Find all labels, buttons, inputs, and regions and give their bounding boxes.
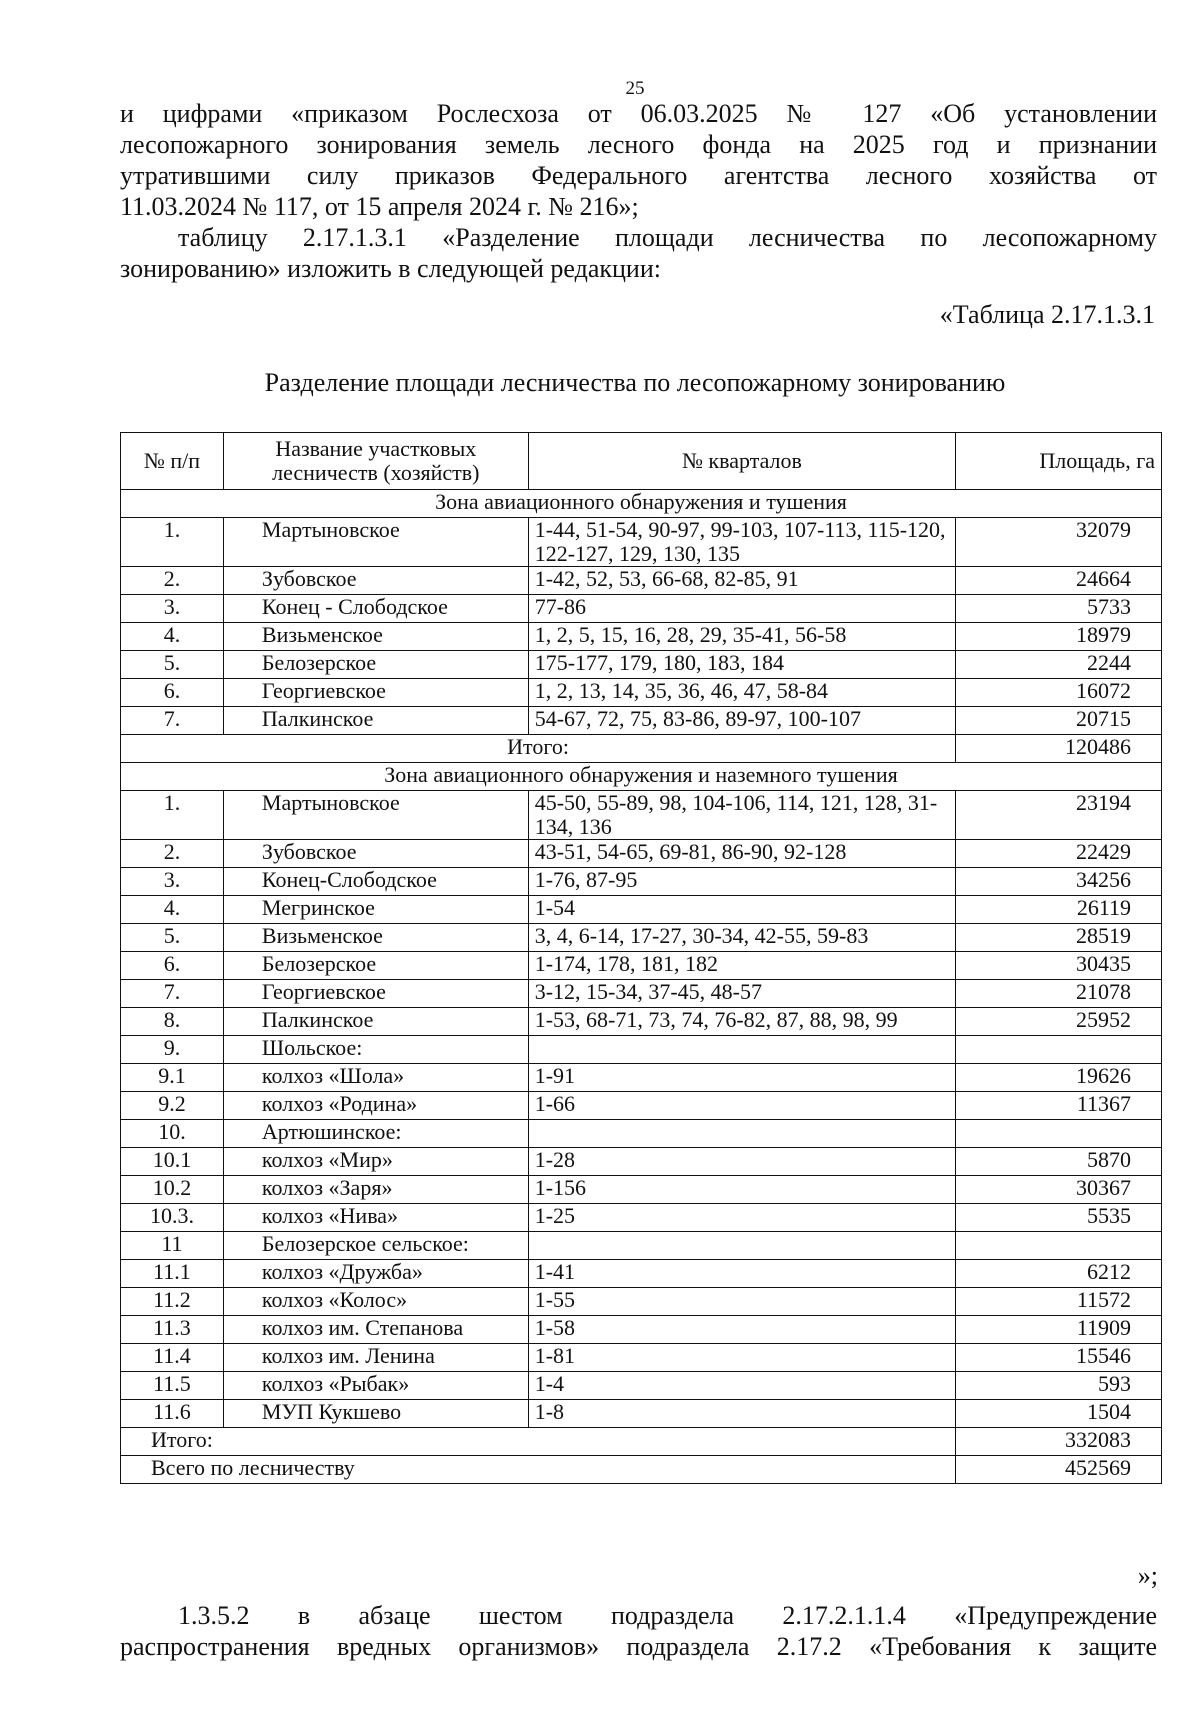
table-row: [121, 1204, 1162, 1232]
row-name: МУП Кукшево: [223, 1400, 528, 1428]
row-quarters: 175-177, 179, 180, 183, 184: [528, 651, 955, 679]
bottom-line: 1.3.5.2 в абзаце шестом подраздела 2.17.2.1.1.4 «Предупреждение: [178, 1601, 1157, 1630]
row-number: 9.1: [121, 1064, 224, 1092]
row-area: 30367: [956, 1176, 1162, 1204]
zone-title-row: [121, 763, 1162, 791]
table-row: [121, 1288, 1162, 1316]
row-quarters: 43-51, 54-65, 69-81, 86-90, 92-128: [528, 840, 955, 868]
row-area: [956, 1232, 1162, 1260]
row-quarters: 1-28: [528, 1148, 955, 1176]
table-row: [121, 1316, 1162, 1344]
row-area: 15546: [956, 1344, 1162, 1372]
table-row: [121, 924, 1162, 952]
row-name: Георгиевское: [223, 679, 528, 707]
row-name: Конец - Слободское: [223, 595, 528, 623]
row-name: Шольское:: [223, 1036, 528, 1064]
table-row: [121, 595, 1162, 623]
row-quarters: 3-12, 15-34, 37-45, 48-57: [528, 980, 955, 1008]
bottom-paragraph: [120, 1600, 1157, 1662]
table-row: [121, 679, 1162, 707]
row-area: 21078: [956, 980, 1162, 1008]
row-area: 2244: [956, 651, 1162, 679]
row-quarters: 1-156: [528, 1176, 955, 1204]
grand-total-row: [121, 1456, 1162, 1484]
amendment-line: таблицу 2.17.1.3.1 «Разделение площади лесничества по лесопожарному: [178, 223, 1157, 252]
zone-total-value: 332083: [956, 1428, 1162, 1456]
row-number: 8.: [121, 1008, 224, 1036]
row-number: 11.2: [121, 1288, 224, 1316]
table-row: [121, 707, 1162, 735]
row-quarters: 1-8: [528, 1400, 955, 1428]
table-row: [121, 1036, 1162, 1064]
row-area: 30435: [956, 952, 1162, 980]
row-area: 25952: [956, 1008, 1162, 1036]
row-number: 6.: [121, 679, 224, 707]
table-row: [121, 1176, 1162, 1204]
table-row: [121, 623, 1162, 651]
table-row: [121, 1092, 1162, 1120]
row-quarters: 3, 4, 6-14, 17-27, 30-34, 42-55, 59-83: [528, 924, 955, 952]
row-number: 2.: [121, 567, 224, 595]
row-name: Мартыновское: [223, 791, 528, 840]
row-number: 7.: [121, 707, 224, 735]
row-quarters: 1-53, 68-71, 73, 74, 76-82, 87, 88, 98, 99: [528, 1008, 955, 1036]
row-number: 5.: [121, 924, 224, 952]
header-name: Название участковых лесничеств (хозяйств): [223, 433, 528, 490]
row-number: 1.: [121, 518, 224, 567]
row-number: 11.5: [121, 1372, 224, 1400]
table-row: [121, 567, 1162, 595]
row-area: 18979: [956, 623, 1162, 651]
table-row: [121, 791, 1162, 840]
row-name: Палкинское: [223, 1008, 528, 1036]
table-row: [121, 980, 1162, 1008]
zone-total-label: Итого:: [121, 1428, 956, 1456]
row-number: 6.: [121, 952, 224, 980]
table-row: [121, 1400, 1162, 1428]
zone-total-row: [121, 735, 1162, 763]
row-area: 6212: [956, 1260, 1162, 1288]
row-quarters: 1, 2, 13, 14, 35, 36, 46, 47, 58-84: [528, 679, 955, 707]
row-number: 3.: [121, 868, 224, 896]
row-area: 23194: [956, 791, 1162, 840]
row-number: 10.3.: [121, 1204, 224, 1232]
row-number: 7.: [121, 980, 224, 1008]
row-quarters: 1-25: [528, 1204, 955, 1232]
row-name: колхоз «Дружба»: [223, 1260, 528, 1288]
intro-line: 11.03.2024 № 117, от 15 апреля 2024 г. № 216»;: [120, 192, 639, 221]
row-quarters: 1-44, 51-54, 90-97, 99-103, 107-113, 115-120, 122-127, 129, 130, 135: [528, 518, 955, 567]
header-number: № п/п: [121, 433, 224, 490]
row-area: 11909: [956, 1316, 1162, 1344]
row-quarters: 1-76, 87-95: [528, 868, 955, 896]
row-name: колхоз «Мир»: [223, 1148, 528, 1176]
row-name: Визьменское: [223, 924, 528, 952]
row-number: 10.1: [121, 1148, 224, 1176]
row-name: Мегринское: [223, 896, 528, 924]
amendment-line: зонированию» изложить в следующей редакции:: [120, 254, 661, 283]
table-row: [121, 651, 1162, 679]
table-row: [121, 1232, 1162, 1260]
row-area: 5733: [956, 595, 1162, 623]
row-number: 1.: [121, 791, 224, 840]
row-name: колхоз «Нива»: [223, 1204, 528, 1232]
row-name: колхоз «Шола»: [223, 1064, 528, 1092]
row-number: 9.: [121, 1036, 224, 1064]
row-name: Белозерское: [223, 952, 528, 980]
row-area: 19626: [956, 1064, 1162, 1092]
row-quarters: 1-54: [528, 896, 955, 924]
row-name: колхоз «Колос»: [223, 1288, 528, 1316]
row-number: 5.: [121, 651, 224, 679]
row-number: 11.3: [121, 1316, 224, 1344]
row-quarters: [528, 1120, 955, 1148]
row-area: 593: [956, 1372, 1162, 1400]
zone-total-row: [121, 1428, 1162, 1456]
header-area: Площадь, га: [956, 433, 1162, 490]
row-quarters: [528, 1036, 955, 1064]
intro-line: и цифрами «приказом Рослесхоза от 06.03.2025 № 127 «Об установлении: [120, 99, 1157, 128]
row-name: колхоз им. Степанова: [223, 1316, 528, 1344]
row-area: 26119: [956, 896, 1162, 924]
row-name: колхоз «Родина»: [223, 1092, 528, 1120]
row-area: 34256: [956, 868, 1162, 896]
table-row: [121, 1260, 1162, 1288]
row-quarters: 45-50, 55-89, 98, 104-106, 114, 121, 128, 31-134, 136: [528, 791, 955, 840]
grand-total-value: 452569: [956, 1456, 1162, 1484]
row-quarters: 54-67, 72, 75, 83-86, 89-97, 100-107: [528, 707, 955, 735]
table-caption: «Таблица 2.17.1.3.1: [939, 300, 1155, 329]
row-name: колхоз им. Ленина: [223, 1344, 528, 1372]
row-name: Белозерское сельское:: [223, 1232, 528, 1260]
page-number: 25: [625, 78, 645, 99]
row-name: колхоз «Заря»: [223, 1176, 528, 1204]
row-number: 11.4: [121, 1344, 224, 1372]
zone-total-label: Итого:: [121, 735, 956, 763]
table-row: [121, 868, 1162, 896]
row-number: 2.: [121, 840, 224, 868]
row-name: Георгиевское: [223, 980, 528, 1008]
row-name: Зубовское: [223, 567, 528, 595]
row-quarters: 1-41: [528, 1260, 955, 1288]
row-quarters: 1-91: [528, 1064, 955, 1092]
row-number: 9.2: [121, 1092, 224, 1120]
row-area: 28519: [956, 924, 1162, 952]
row-area: 22429: [956, 840, 1162, 868]
table-row: [121, 1008, 1162, 1036]
intro-line: утратившими силу приказов Федерального агентства лесного хозяйства от: [120, 161, 1157, 190]
row-number: 11.6: [121, 1400, 224, 1428]
row-name: Палкинское: [223, 707, 528, 735]
row-name: колхоз «Рыбак»: [223, 1372, 528, 1400]
row-quarters: 1-66: [528, 1092, 955, 1120]
row-name: Зубовское: [223, 840, 528, 868]
row-area: 20715: [956, 707, 1162, 735]
row-name: Артюшинское:: [223, 1120, 528, 1148]
zone-title-row: [121, 490, 1162, 518]
table-row: [121, 518, 1162, 567]
closing-mark: »;: [1137, 1561, 1158, 1590]
intro-paragraph: [120, 98, 1157, 222]
table-row: [121, 896, 1162, 924]
row-number: 11.1: [121, 1260, 224, 1288]
row-quarters: 1-4: [528, 1372, 955, 1400]
row-area: [956, 1036, 1162, 1064]
table-row: [121, 1120, 1162, 1148]
row-area: 32079: [956, 518, 1162, 567]
row-area: 11572: [956, 1288, 1162, 1316]
row-quarters: 77-86: [528, 595, 955, 623]
row-area: 16072: [956, 679, 1162, 707]
zone-title: Зона авиационного обнаружения и тушения: [121, 490, 1162, 518]
row-number: 4.: [121, 896, 224, 924]
row-number: 11: [121, 1232, 224, 1260]
header-quarters: № кварталов: [528, 433, 955, 490]
table-amendment-paragraph: [120, 222, 1157, 284]
table-row: [121, 1372, 1162, 1400]
row-name: Конец-Слободское: [223, 868, 528, 896]
row-number: 3.: [121, 595, 224, 623]
bottom-line: распространения вредных организмов» подраздела 2.17.2 «Требования к защите: [120, 1632, 1157, 1661]
row-quarters: [528, 1232, 955, 1260]
intro-line: лесопожарного зонирования земель лесного фонда на 2025 год и признании: [120, 130, 1157, 159]
row-area: [956, 1120, 1162, 1148]
table-row: [121, 952, 1162, 980]
table-row: [121, 1148, 1162, 1176]
table-row: [121, 1064, 1162, 1092]
grand-total-label: Всего по лесничеству: [121, 1456, 956, 1484]
row-area: 5535: [956, 1204, 1162, 1232]
row-number: 10.: [121, 1120, 224, 1148]
row-quarters: 1-42, 52, 53, 66-68, 82-85, 91: [528, 567, 955, 595]
row-name: Белозерское: [223, 651, 528, 679]
zone-total-value: 120486: [956, 735, 1162, 763]
row-number: 10.2: [121, 1176, 224, 1204]
row-quarters: 1-55: [528, 1288, 955, 1316]
row-quarters: 1, 2, 5, 15, 16, 28, 29, 35-41, 56-58: [528, 623, 955, 651]
zoning-table: [120, 432, 1162, 1484]
row-quarters: 1-174, 178, 181, 182: [528, 952, 955, 980]
row-area: 1504: [956, 1400, 1162, 1428]
row-area: 24664: [956, 567, 1162, 595]
row-name: Мартыновское: [223, 518, 528, 567]
row-number: 4.: [121, 623, 224, 651]
row-quarters: 1-58: [528, 1316, 955, 1344]
table-row: [121, 840, 1162, 868]
row-name: Визьменское: [223, 623, 528, 651]
row-area: 11367: [956, 1092, 1162, 1120]
table-title: Разделение площади лесничества по лесопожарному зонированию: [264, 368, 1006, 397]
table-row: [121, 1344, 1162, 1372]
row-quarters: 1-81: [528, 1344, 955, 1372]
zone-title: Зона авиационного обнаружения и наземного тушения: [121, 763, 1162, 791]
table-header-row: [121, 433, 1162, 490]
row-area: 5870: [956, 1148, 1162, 1176]
